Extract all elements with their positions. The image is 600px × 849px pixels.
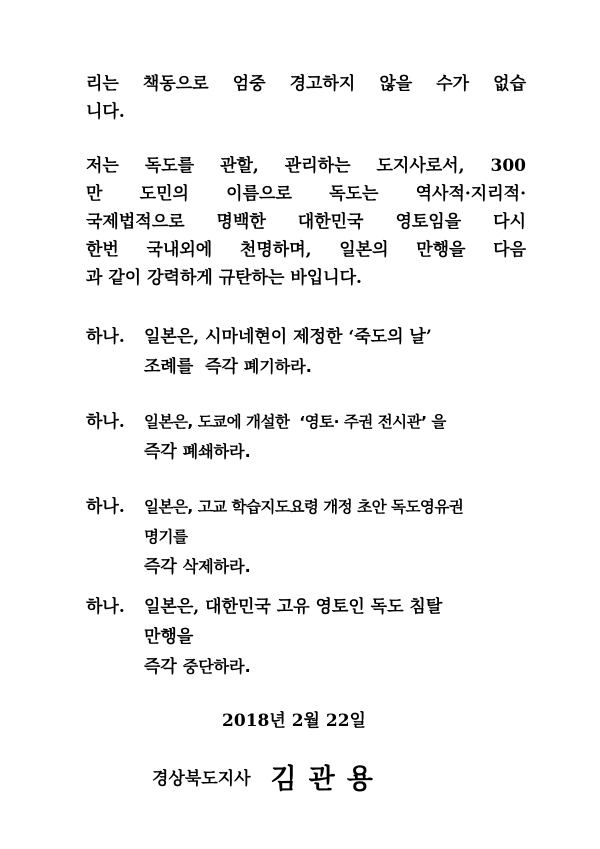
signature-block [152,757,385,796]
demand-1-line-1: 일본은, 시마네현이 제정한 ‘죽도의 날’ [144,327,432,347]
statement-paragraph [86,152,526,292]
intro-line-1: 리는 책동으로 엄중 경고하지 않을 수가 없습 [86,74,526,94]
demand-2 [86,407,526,467]
demand-4-line-2: 만행을 [144,627,194,647]
demand-4-prefix: 하나. [86,597,125,617]
signature-title: 경상북도지사 [152,769,251,789]
demand-3 [86,492,526,582]
statement-line-5: 과 같이 강력하게 규탄하는 바입니다. [86,268,362,288]
statement-line-1: 저는 독도를 관할, 관리하는 도지사로서, 300 [86,156,526,176]
document-date: 2018년 2월 22일 [222,711,366,731]
statement-line-4: 한번 국내외에 천명하며, 일본의 만행을 다음 [86,240,526,260]
demand-3-line-3-lead: 즉각 [144,557,183,577]
demand-1-line-2-lead: 조례를 즉각 [144,357,244,377]
demand-4 [86,592,526,682]
statement-line-2: 만 도민의 이름으로 독도는 역사적·지리적· [86,184,526,204]
demand-3-action: 삭제하라. [182,557,251,576]
demand-2-action: 폐쇄하라. [182,442,251,461]
demand-1 [86,322,526,382]
demand-2-line-1: 일본은, 도쿄에 개설한 ‘영토· 주권 전시관’ 을 [144,413,446,431]
demand-4-line-3-lead: 즉각 [144,657,183,677]
demand-1-action: 폐기하라. [243,357,312,376]
demand-3-line-1: 일본은, 고교 학습지도요령 개정 초안 독도영유권 [144,498,464,516]
signature-name: 김관용 [270,764,385,795]
demand-4-line-1: 일본은, 대한민국 고유 영토인 독도 침탈 [144,597,443,617]
demand-2-line-2-lead: 즉각 [144,442,183,462]
statement-line-3: 국제법적으로 명백한 대한민국 영토임을 다시 [86,212,526,232]
intro-line-2: 니다. [86,102,125,122]
demand-2-prefix: 하나. [86,412,125,432]
demand-3-prefix: 하나. [86,497,125,517]
demand-4-action: 중단하라. [182,657,251,676]
demand-3-line-2: 명기를 [144,528,188,546]
demand-1-prefix: 하나. [86,327,125,347]
intro-paragraph [86,70,526,126]
